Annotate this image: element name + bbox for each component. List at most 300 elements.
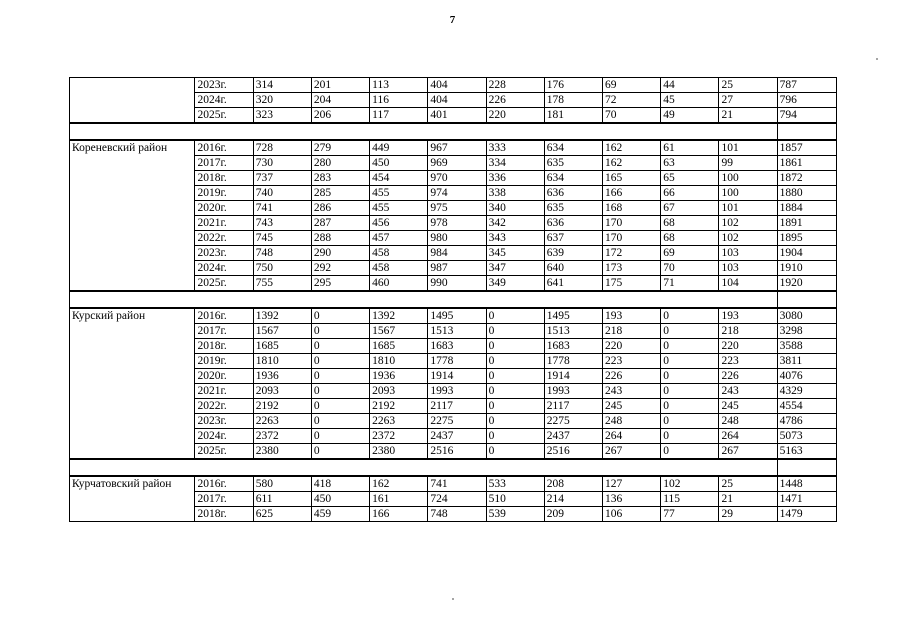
value-cell: 459 [311,507,369,522]
value-cell: 264 [719,429,777,444]
year-cell: 2025г. [195,276,253,292]
value-cell: 1936 [370,369,428,384]
value-cell: 1914 [428,369,486,384]
value-cell: 103 [719,261,777,276]
value-cell: 1872 [777,171,836,186]
value-cell: 0 [311,308,369,324]
year-cell: 2018г. [195,171,253,186]
year-cell: 2019г. [195,354,253,369]
value-cell: 27 [719,93,777,108]
value-cell: 220 [603,339,661,354]
value-cell: 510 [486,492,544,507]
value-cell: 102 [719,216,777,231]
value-cell: 641 [544,276,602,292]
value-cell: 1513 [428,324,486,339]
value-cell: 1993 [544,384,602,399]
value-cell: 611 [253,492,311,507]
value-cell: 2372 [370,429,428,444]
value-cell: 1683 [544,339,602,354]
value-cell: 49 [661,108,719,124]
value-cell: 248 [719,414,777,429]
value-cell: 748 [428,507,486,522]
group-separator-row [70,291,837,308]
value-cell: 2372 [253,429,311,444]
value-cell: 166 [603,186,661,201]
value-cell: 67 [661,201,719,216]
value-cell: 455 [370,186,428,201]
year-cell: 2017г. [195,156,253,171]
value-cell: 967 [428,140,486,156]
value-cell: 0 [311,384,369,399]
value-cell: 172 [603,246,661,261]
value-cell: 226 [719,369,777,384]
value-cell: 71 [661,276,719,292]
value-cell: 29 [719,507,777,522]
year-cell: 2025г. [195,108,253,124]
value-cell: 0 [661,444,719,460]
value-cell: 456 [370,216,428,231]
value-cell: 2093 [370,384,428,399]
value-cell: 748 [253,246,311,261]
value-cell: 4554 [777,399,836,414]
table-row [70,476,837,492]
value-cell: 248 [603,414,661,429]
value-cell: 2516 [428,444,486,460]
value-cell: 634 [544,140,602,156]
value-cell: 61 [661,140,719,156]
value-cell: 1880 [777,186,836,201]
value-cell: 0 [486,399,544,414]
value-cell: 640 [544,261,602,276]
value-cell: 984 [428,246,486,261]
value-cell: 1778 [544,354,602,369]
value-cell: 170 [603,231,661,246]
value-cell: 741 [428,476,486,492]
table-row [70,308,837,324]
value-cell: 103 [719,246,777,261]
value-cell: 2380 [253,444,311,460]
value-cell: 285 [311,186,369,201]
value-cell: 288 [311,231,369,246]
value-cell: 1920 [777,276,836,292]
value-cell: 264 [603,429,661,444]
value-cell: 0 [486,429,544,444]
value-cell: 102 [719,231,777,246]
value-cell: 3298 [777,324,836,339]
value-cell: 286 [311,201,369,216]
value-cell: 100 [719,171,777,186]
value-cell: 69 [603,78,661,93]
value-cell: 0 [661,308,719,324]
value-cell: 404 [428,78,486,93]
value-cell: 340 [486,201,544,216]
value-cell: 2516 [544,444,602,460]
value-cell: 117 [370,108,428,124]
value-cell: 0 [486,339,544,354]
value-cell: 533 [486,476,544,492]
separator-cell [777,459,836,476]
value-cell: 1392 [253,308,311,324]
value-cell: 223 [603,354,661,369]
value-cell: 741 [253,201,311,216]
value-cell: 127 [603,476,661,492]
value-cell: 218 [603,324,661,339]
year-cell: 2017г. [195,324,253,339]
value-cell: 2093 [253,384,311,399]
value-cell: 69 [661,246,719,261]
value-cell: 343 [486,231,544,246]
value-cell: 0 [311,444,369,460]
table-row [70,140,837,156]
value-cell: 4786 [777,414,836,429]
value-cell: 320 [253,93,311,108]
value-cell: 25 [719,476,777,492]
value-cell: 72 [603,93,661,108]
value-cell: 101 [719,140,777,156]
year-cell: 2016г. [195,308,253,324]
value-cell: 175 [603,276,661,292]
value-cell: 1910 [777,261,836,276]
scan-speck [452,598,454,600]
year-cell: 2023г. [195,78,253,93]
region-name-cell [70,78,195,124]
value-cell: 1884 [777,201,836,216]
value-cell: 2275 [428,414,486,429]
value-cell: 449 [370,140,428,156]
value-cell: 113 [370,78,428,93]
value-cell: 1392 [370,308,428,324]
value-cell: 226 [603,369,661,384]
value-cell: 2117 [544,399,602,414]
separator-cell [70,123,778,140]
value-cell: 101 [719,201,777,216]
value-cell: 116 [370,93,428,108]
separator-cell [70,291,778,308]
value-cell: 201 [311,78,369,93]
region-name-cell: Кореневский район [70,140,195,291]
value-cell: 1993 [428,384,486,399]
value-cell: 458 [370,261,428,276]
value-cell: 1479 [777,507,836,522]
value-cell: 2192 [253,399,311,414]
value-cell: 1810 [370,354,428,369]
year-cell: 2021г. [195,384,253,399]
year-cell: 2023г. [195,246,253,261]
value-cell: 1685 [253,339,311,354]
value-cell: 3588 [777,339,836,354]
value-cell: 3080 [777,308,836,324]
value-cell: 1891 [777,216,836,231]
value-cell: 173 [603,261,661,276]
value-cell: 4076 [777,369,836,384]
value-cell: 2192 [370,399,428,414]
value-cell: 969 [428,156,486,171]
table-row [70,78,837,93]
value-cell: 193 [719,308,777,324]
value-cell: 0 [661,414,719,429]
value-cell: 223 [719,354,777,369]
value-cell: 2263 [370,414,428,429]
value-cell: 1904 [777,246,836,261]
value-cell: 0 [486,324,544,339]
value-cell: 193 [603,308,661,324]
value-cell: 162 [603,140,661,156]
value-cell: 787 [777,78,836,93]
value-cell: 0 [486,414,544,429]
value-cell: 0 [311,339,369,354]
page-number: 7 [449,14,456,26]
scan-speck [876,58,878,60]
value-cell: 181 [544,108,602,124]
value-cell: 204 [311,93,369,108]
value-cell: 2380 [370,444,428,460]
value-cell: 637 [544,231,602,246]
value-cell: 745 [253,231,311,246]
value-cell: 334 [486,156,544,171]
separator-cell [777,291,836,308]
statistics-table [69,77,837,522]
value-cell: 165 [603,171,661,186]
year-cell: 2018г. [195,507,253,522]
year-cell: 2024г. [195,261,253,276]
value-cell: 68 [661,216,719,231]
value-cell: 220 [719,339,777,354]
value-cell: 1857 [777,140,836,156]
value-cell: 750 [253,261,311,276]
value-cell: 974 [428,186,486,201]
year-cell: 2016г. [195,476,253,492]
separator-cell [70,459,778,476]
value-cell: 176 [544,78,602,93]
value-cell: 724 [428,492,486,507]
value-cell: 1513 [544,324,602,339]
value-cell: 162 [603,156,661,171]
value-cell: 209 [544,507,602,522]
value-cell: 728 [253,140,311,156]
value-cell: 635 [544,156,602,171]
value-cell: 243 [603,384,661,399]
value-cell: 743 [253,216,311,231]
year-cell: 2021г. [195,216,253,231]
value-cell: 625 [253,507,311,522]
value-cell: 975 [428,201,486,216]
value-cell: 3811 [777,354,836,369]
value-cell: 0 [311,354,369,369]
value-cell: 70 [603,108,661,124]
value-cell: 0 [661,384,719,399]
value-cell: 333 [486,140,544,156]
value-cell: 0 [661,369,719,384]
value-cell: 77 [661,507,719,522]
value-cell: 290 [311,246,369,261]
value-cell: 70 [661,261,719,276]
value-cell: 404 [428,93,486,108]
value-cell: 45 [661,93,719,108]
value-cell: 460 [370,276,428,292]
value-cell: 2275 [544,414,602,429]
year-cell: 2022г. [195,231,253,246]
value-cell: 740 [253,186,311,201]
year-cell: 2023г. [195,414,253,429]
value-cell: 267 [719,444,777,460]
value-cell: 283 [311,171,369,186]
value-cell: 987 [428,261,486,276]
year-cell: 2020г. [195,369,253,384]
region-name-cell: Курчатовский район [70,476,195,522]
year-cell: 2017г. [195,492,253,507]
value-cell: 66 [661,186,719,201]
value-cell: 0 [661,354,719,369]
value-cell: 65 [661,171,719,186]
value-cell: 338 [486,186,544,201]
value-cell: 349 [486,276,544,292]
value-cell: 0 [311,414,369,429]
value-cell: 0 [311,429,369,444]
value-cell: 161 [370,492,428,507]
value-cell: 418 [311,476,369,492]
value-cell: 63 [661,156,719,171]
year-cell: 2025г. [195,444,253,460]
value-cell: 0 [486,384,544,399]
value-cell: 292 [311,261,369,276]
value-cell: 454 [370,171,428,186]
value-cell: 794 [777,108,836,124]
value-cell: 580 [253,476,311,492]
value-cell: 755 [253,276,311,292]
value-cell: 5073 [777,429,836,444]
value-cell: 295 [311,276,369,292]
value-cell: 1685 [370,339,428,354]
value-cell: 44 [661,78,719,93]
value-cell: 168 [603,201,661,216]
value-cell: 243 [719,384,777,399]
value-cell: 730 [253,156,311,171]
year-cell: 2022г. [195,399,253,414]
value-cell: 1495 [544,308,602,324]
value-cell: 0 [486,308,544,324]
value-cell: 336 [486,171,544,186]
value-cell: 115 [661,492,719,507]
value-cell: 280 [311,156,369,171]
value-cell: 100 [719,186,777,201]
value-cell: 0 [661,399,719,414]
value-cell: 2437 [428,429,486,444]
value-cell: 1914 [544,369,602,384]
value-cell: 102 [661,476,719,492]
value-cell: 21 [719,108,777,124]
group-separator-row [70,459,837,476]
value-cell: 206 [311,108,369,124]
value-cell: 0 [486,444,544,460]
value-cell: 639 [544,246,602,261]
value-cell: 0 [311,399,369,414]
year-cell: 2024г. [195,93,253,108]
value-cell: 0 [661,429,719,444]
value-cell: 0 [486,369,544,384]
value-cell: 162 [370,476,428,492]
value-cell: 1567 [253,324,311,339]
value-cell: 970 [428,171,486,186]
value-cell: 457 [370,231,428,246]
value-cell: 450 [311,492,369,507]
value-cell: 796 [777,93,836,108]
value-cell: 980 [428,231,486,246]
value-cell: 0 [661,324,719,339]
value-cell: 208 [544,476,602,492]
value-cell: 978 [428,216,486,231]
value-cell: 1683 [428,339,486,354]
value-cell: 287 [311,216,369,231]
value-cell: 99 [719,156,777,171]
value-cell: 635 [544,201,602,216]
value-cell: 2263 [253,414,311,429]
value-cell: 458 [370,246,428,261]
value-cell: 737 [253,171,311,186]
value-cell: 2117 [428,399,486,414]
value-cell: 0 [311,369,369,384]
value-cell: 228 [486,78,544,93]
value-cell: 245 [719,399,777,414]
value-cell: 0 [486,354,544,369]
value-cell: 342 [486,216,544,231]
value-cell: 166 [370,507,428,522]
value-cell: 1895 [777,231,836,246]
value-cell: 4329 [777,384,836,399]
value-cell: 1936 [253,369,311,384]
value-cell: 214 [544,492,602,507]
region-name-cell: Курский район [70,308,195,459]
value-cell: 314 [253,78,311,93]
value-cell: 245 [603,399,661,414]
value-cell: 170 [603,216,661,231]
year-cell: 2019г. [195,186,253,201]
value-cell: 25 [719,78,777,93]
value-cell: 1861 [777,156,836,171]
value-cell: 136 [603,492,661,507]
year-cell: 2020г. [195,201,253,216]
value-cell: 226 [486,93,544,108]
value-cell: 455 [370,201,428,216]
value-cell: 1471 [777,492,836,507]
value-cell: 636 [544,186,602,201]
value-cell: 1448 [777,476,836,492]
value-cell: 990 [428,276,486,292]
group-separator-row [70,123,837,140]
separator-cell [777,123,836,140]
value-cell: 1567 [370,324,428,339]
value-cell: 5163 [777,444,836,460]
value-cell: 539 [486,507,544,522]
value-cell: 347 [486,261,544,276]
year-cell: 2024г. [195,429,253,444]
table-body [70,78,837,522]
value-cell: 0 [661,339,719,354]
value-cell: 106 [603,507,661,522]
year-cell: 2018г. [195,339,253,354]
value-cell: 1495 [428,308,486,324]
value-cell: 634 [544,171,602,186]
value-cell: 1778 [428,354,486,369]
value-cell: 450 [370,156,428,171]
value-cell: 1810 [253,354,311,369]
value-cell: 218 [719,324,777,339]
value-cell: 21 [719,492,777,507]
value-cell: 2437 [544,429,602,444]
year-cell: 2016г. [195,140,253,156]
value-cell: 0 [311,324,369,339]
value-cell: 220 [486,108,544,124]
value-cell: 104 [719,276,777,292]
